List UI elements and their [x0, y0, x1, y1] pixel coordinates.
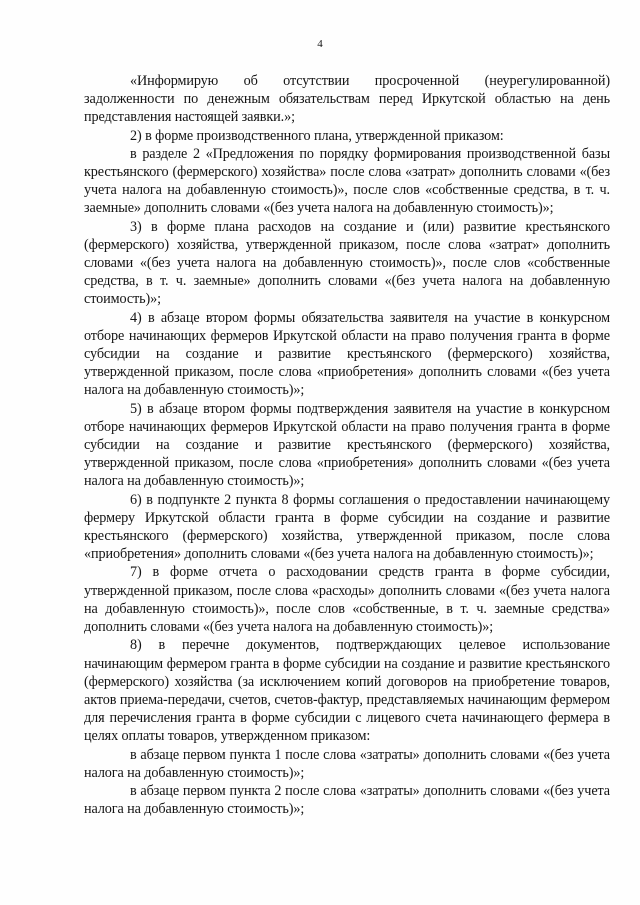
paragraph-item-8: 8) в перечне документов, подтверждающих целевое использование начинающим фермером гранта в форме субсидии на создание и развитие крестьянского (фермерского) хозяйства (за исключением копий договоров на приобретение товаров, актов приема-передачи, счетов, счетов-фактур, представляемых начинающим фермером для перечисления гранта в форме субсидии с лицевого счета начинающего фермера в целях оплаты товаров, утвержденном приказом:: [84, 637, 610, 745]
paragraph-notice-text: «Информирую об отсутствии просроченной (неурегулированной) задолженности по денежным обязательствам перед Иркутской областью на день представления настоящей заявки.»;: [84, 73, 610, 126]
page-number: 4: [317, 38, 323, 50]
paragraph-item-8-clause-2: в абзаце первом пункта 2 после слова «затраты» дополнить словами «(без учета налога на добавленную стоимость)»;: [84, 782, 610, 818]
paragraph-item-8-clause-1: в абзаце первом пункта 1 после слова «затраты» дополнить словами «(без учета налога на добавленную стоимость)»;: [84, 746, 610, 781]
paragraph-item-4: 4) в абзаце втором формы обязательства заявителя на участие в конкурсном отборе начинающих фермеров Иркутской области на право получения гранта в форме субсидии на создание и развитие крестьянского (фермерского) хозяйства, утвержденной приказом, после слова «приобретения» дополнить словами «(без учета налога на добавленную стоимость)»;: [84, 309, 610, 399]
paragraph-item-5: 5) в абзаце втором формы подтверждения заявителя на участие в конкурсном отборе начинающих фермеров Иркутской области на право получения гранта в форме субсидии на создание и развитие крестьянского (фермерского) хозяйства, утвержденной приказом, после слова «приобретения» дополнить словами «(без учета налога на добавленную стоимость)»;: [84, 400, 610, 490]
paragraph-item-7: 7) в форме отчета о расходовании средств гранта в форме субсидии, утвержденной приказом, после слова «расходы» дополнить словами «(без учета налога на добавленную стоимость)», после слов «собственные, в т. ч. заемные средства» дополнить словами «(без учета налога на добавленную стоимость)»;: [84, 564, 610, 636]
paragraph-item-2-section: в разделе 2 «Предложения по порядку формирования производственной базы крестьянского (фермерского) хозяйства» после слова «затрат» дополнить словами «(без учета налога на добавленную стоимость)», после слов «собственные средства, в т. ч. заемные» дополнить словами «(без учета налога на добавленную стоимость)»;: [84, 145, 610, 217]
document-body: [84, 72, 610, 818]
paragraph-item-3: 3) в форме плана расходов на создание и (или) развитие крестьянского (фермерского) хозяйства, утвержденной приказом, после слова «затрат» дополнить словами «(без учета налога на добавленную стоимость)», после слов «собственные средства, в т. ч. заемные» дополнить словами «(без учета налога на добавленную стоимость)»;: [84, 218, 610, 308]
paragraph-item-2: 2) в форме производственного плана, утвержденной приказом:: [130, 127, 504, 144]
paragraph-item-6: 6) в подпункте 2 пункта 8 формы соглашения о предоставлении начинающему фермеру Иркутской области гранта в форме субсидии на создание и развитие крестьянского (фермерского) хозяйства, утвержденной приказом, после слова «приобретения» дополнить словами «(без учета налога на добавленную стоимость)»;: [84, 491, 610, 563]
